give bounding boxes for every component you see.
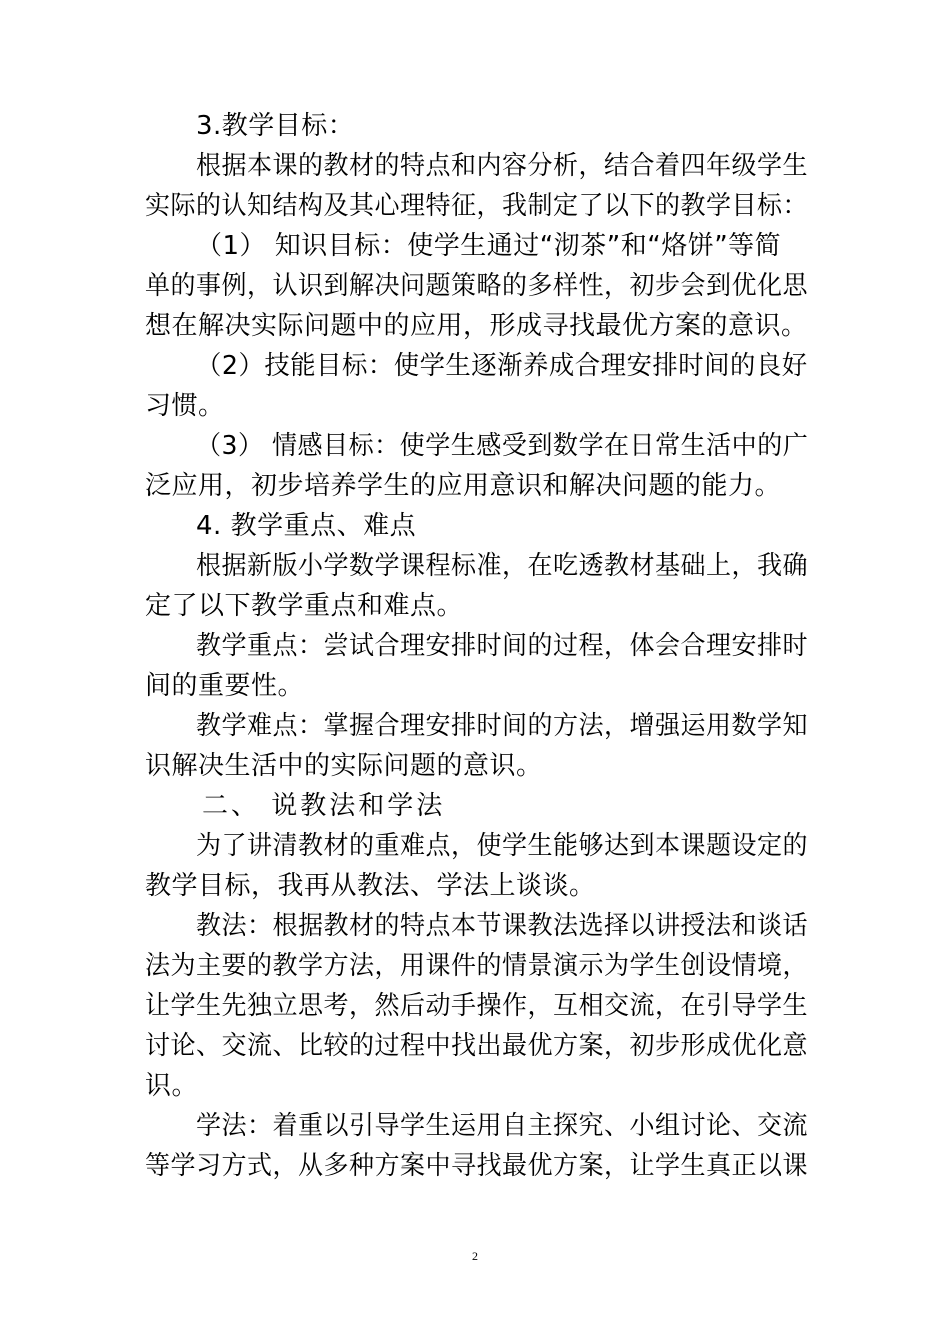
section-heading-teaching-goals: 3.教学目标： <box>196 111 355 141</box>
paragraph-line: 泛应用，初步培养学生的应用意识和解决问题的能力。 <box>145 471 782 501</box>
paragraph-line: 识解决生活中的实际问题的意识。 <box>145 751 543 781</box>
paragraph-line: 根据本课的教材的特点和内容分析，结合着四年级学生 <box>196 151 809 181</box>
paragraph-line: 实际的认知结构及其心理特征，我制定了以下的教学目标： <box>145 191 809 221</box>
paragraph-line: 让学生先独立思考，然后动手操作，互相交流，在引导学生 <box>145 991 809 1021</box>
paragraph-line: （3） 情感目标：使学生感受到数学在日常生活中的广 <box>196 431 809 461</box>
section-heading-methods: 二、 说教法和学法 <box>202 791 446 821</box>
paragraph-line: 间的重要性。 <box>145 671 305 701</box>
paragraph-line: （2）技能目标：使学生逐渐养成合理安排时间的良好 <box>196 351 808 381</box>
page-number: 2 <box>472 1249 478 1263</box>
paragraph-line: 学法：着重以引导学生运用自主探究、小组讨论、交流 <box>196 1111 809 1141</box>
paragraph-line: 定了以下教学重点和难点。 <box>145 591 464 621</box>
paragraph-line: 为了讲清教材的重难点，使学生能够达到本课题设定的 <box>196 831 809 861</box>
paragraph-line: 根据新版小学数学课程标准，在吃透教材基础上，我确 <box>196 551 809 581</box>
paragraph-line: 单的事例，认识到解决问题策略的多样性，初步会到优化思 <box>145 271 809 301</box>
paragraph-line: 等学习方式，从多种方案中寻找最优方案，让学生真正以课 <box>145 1151 809 1181</box>
paragraph-line: 教学重点：尝试合理安排时间的过程，体会合理安排时 <box>196 631 809 661</box>
paragraph-line: 识。 <box>145 1071 199 1101</box>
paragraph-line: 教学难点：掌握合理安排时间的方法，增强运用数学知 <box>196 711 809 741</box>
paragraph-line: 法为主要的教学方法，用课件的情景演示为学生创设情境， <box>145 951 809 981</box>
paragraph-line: 想在解决实际问题中的应用，形成寻找最优方案的意识。 <box>145 311 808 341</box>
section-heading-key-points: 4. 教学重点、难点 <box>196 511 417 541</box>
paragraph-line: 讨论、交流、比较的过程中找出最优方案，初步形成优化意 <box>145 1031 809 1061</box>
paragraph-line: 教法：根据教材的特点本节课教法选择以讲授法和谈话 <box>196 911 809 941</box>
paragraph-line: 习惯。 <box>145 391 225 421</box>
paragraph-line: 教学目标，我再从教法、学法上谈谈。 <box>145 871 596 901</box>
paragraph-line: （1） 知识目标：使学生通过“沏茶”和“烙饼”等简 <box>196 231 782 261</box>
